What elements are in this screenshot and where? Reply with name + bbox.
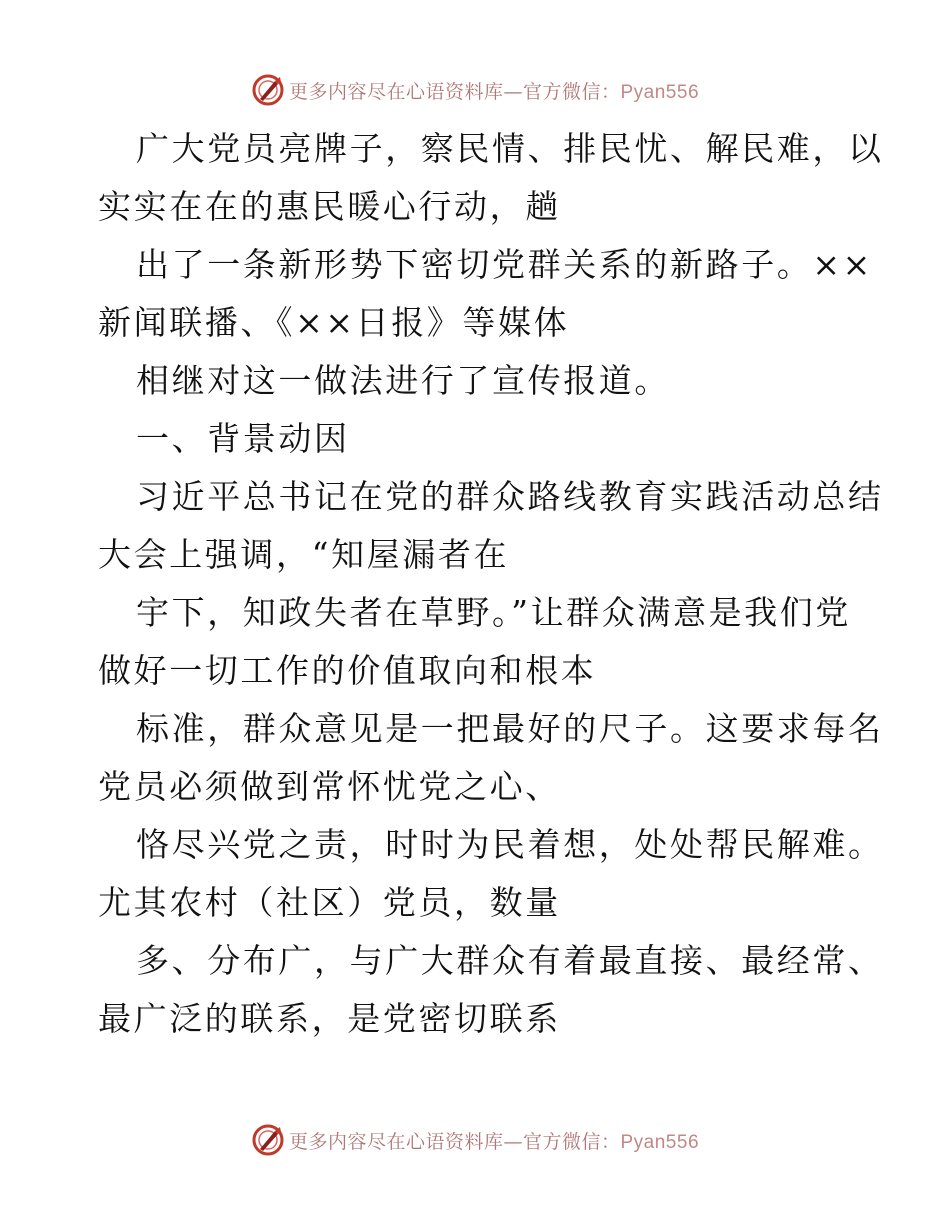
paragraph-9 (98, 932, 884, 1048)
header-banner-label: 更多内容尽在心语资料库—官方微信： (288, 80, 621, 103)
paragraph-5-line-1: 习近平总书记在党的群众路线教育实践活动总结 (136, 477, 884, 516)
header-banner (0, 70, 950, 110)
paragraph-1-line-1: 广大党员亮牌子，察民情、排民忧、解民难，以 (136, 129, 884, 168)
footer-wechat-id: Pyan556 (620, 1131, 700, 1153)
paragraph-8 (98, 816, 884, 932)
paragraph-6-line-2: 做好一切工作的价值取向和根本 (98, 651, 597, 690)
quill-pen-logo-icon (251, 1123, 285, 1157)
paragraph-6 (98, 584, 858, 700)
paragraph-1-line-2: 实实在在的惠民暖心行动，趟 (98, 187, 561, 226)
header-wechat-id: Pyan556 (620, 81, 700, 103)
paragraph-7 (98, 700, 884, 816)
footer-banner (0, 1120, 950, 1160)
paragraph-9-line-2: 最广泛的联系，是党密切联系 (98, 999, 561, 1038)
header-banner-text (289, 77, 699, 104)
section-heading (98, 410, 858, 468)
section-heading-text: 一、背景动因 (136, 419, 350, 458)
paragraph-7-line-1: 标准，群众意见是一把最好的尺子。这要求每名 (136, 709, 884, 748)
paragraph-9-line-1: 多、分布广，与广大群众有着最直接、最经常、 (136, 941, 884, 980)
document-body (98, 120, 884, 1048)
paragraph-8-line-2: 尤其农村（社区）党员，数量 (98, 883, 561, 922)
paragraph-3-line-1: 相继对这一做法进行了宣传报道。 (136, 361, 670, 400)
paragraph-7-line-2: 党员必须做到常怀忧党之心、 (98, 767, 561, 806)
footer-banner-label: 更多内容尽在心语资料库—官方微信： (288, 1130, 621, 1153)
paragraph-5-line-2: 大会上强调，“知屋漏者在 (98, 535, 510, 574)
paragraph-2 (98, 236, 873, 352)
quill-pen-logo-icon (251, 73, 285, 107)
paragraph-2-line-2: 新闻联播、《××日报》等媒体 (98, 303, 570, 342)
paragraph-8-line-1: 恪尽兴党之责，时时为民着想，处处帮民解难。 (136, 825, 884, 864)
paragraph-2-line-1: 出了一条新形势下密切党群关系的新路子。×× (136, 245, 873, 284)
paragraph-5 (98, 468, 884, 584)
paragraph-1 (98, 120, 884, 236)
paragraph-3 (98, 352, 858, 410)
paragraph-6-line-1: 宇下，知政失者在草野。”让群众满意是我们党 (136, 593, 851, 632)
footer-banner-text (289, 1127, 699, 1154)
